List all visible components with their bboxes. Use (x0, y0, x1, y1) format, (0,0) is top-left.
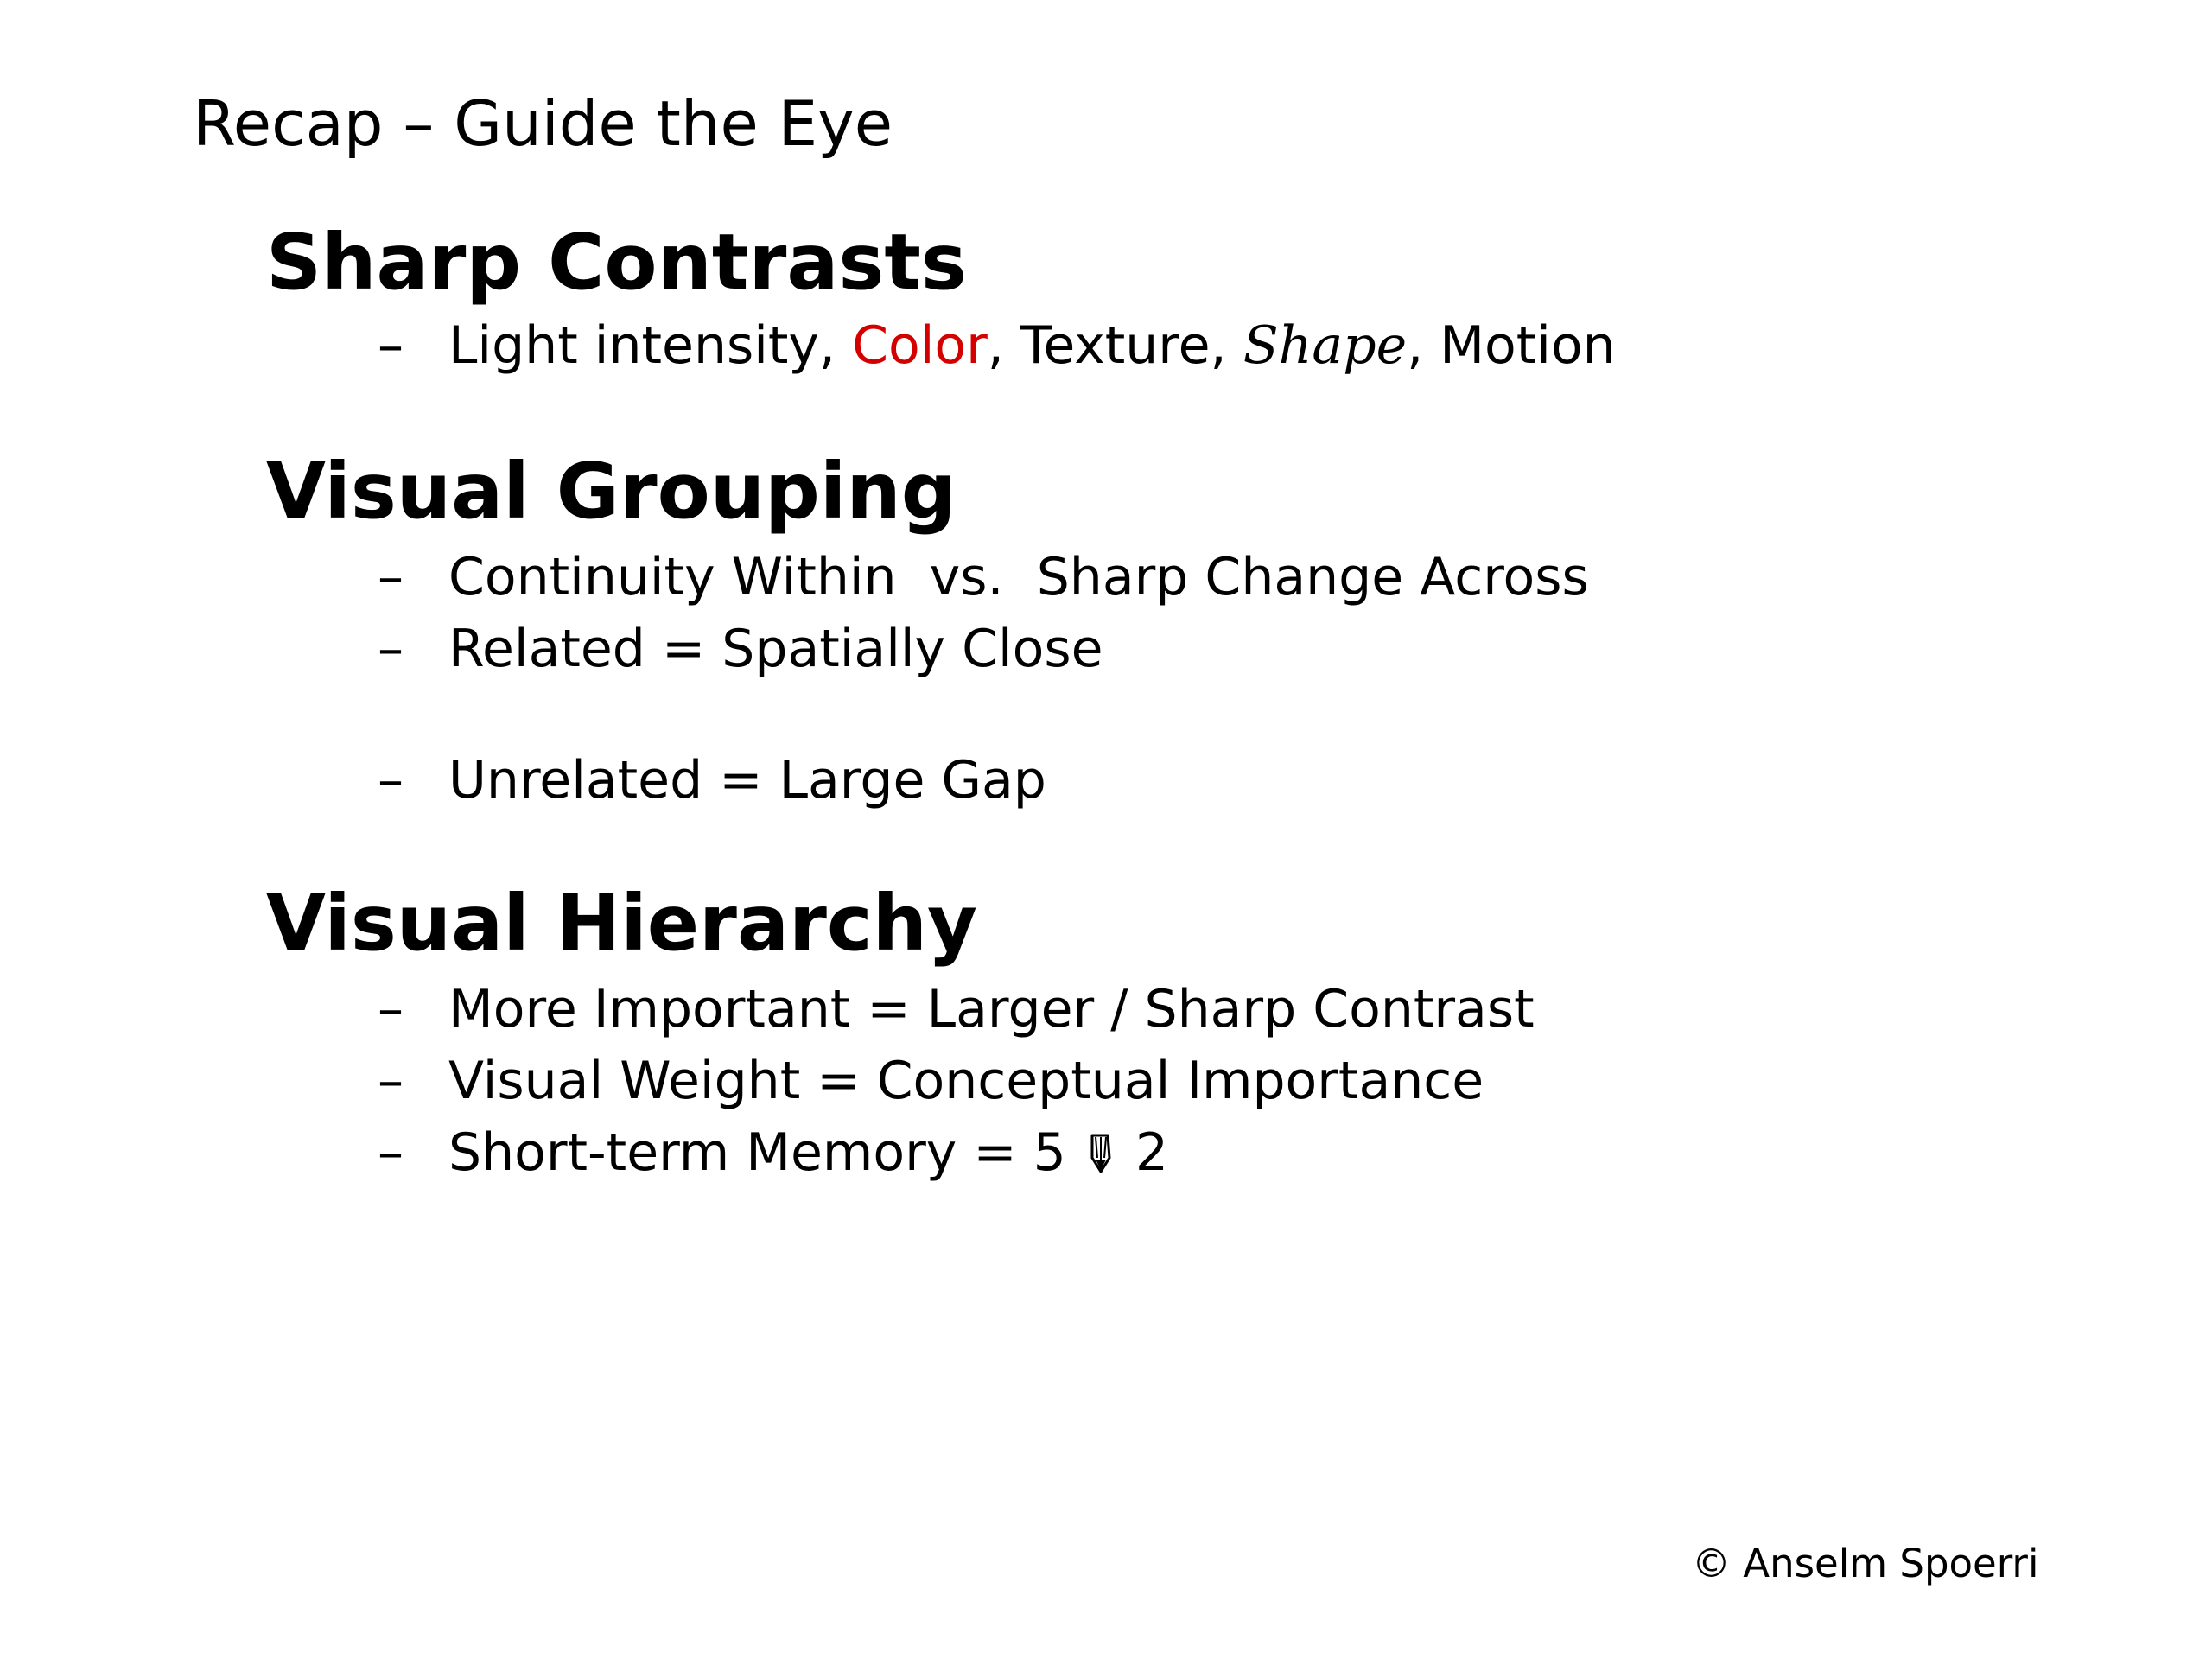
bullet-marker: – (378, 1122, 404, 1183)
bullet-text (448, 313, 1616, 378)
bullet-part-memory: Short-term Memory = 5 (448, 1122, 1066, 1183)
bullet-marker: – (378, 1051, 404, 1111)
bullet-text: Continuity Within vs. Sharp Change Across (448, 547, 1589, 607)
bullet-part-color: Color (852, 315, 988, 376)
bullet-text: Related = Spatially Close (448, 619, 1103, 679)
bullet-text (448, 1120, 1168, 1185)
heading-visual-hierarchy: Visual Hierarchy (266, 878, 978, 968)
bullet-marker: – (378, 315, 404, 376)
bullet-text: Visual Weight = Conceptual Importance (448, 1051, 1484, 1111)
bullet-marker: – (378, 619, 404, 679)
bullet-part-light: Light intensity, (448, 315, 853, 376)
bullet-marker: – (378, 547, 404, 607)
heading-visual-grouping: Visual Grouping (266, 446, 957, 536)
bullet-text: Unrelated = Large Gap (448, 750, 1046, 810)
bullet-part-memory-range: 2 (1135, 1122, 1169, 1183)
bullet-marker: – (378, 750, 404, 810)
bullet-part-texture: , Texture, (987, 315, 1243, 376)
pencil-glyph-icon (1084, 1132, 1118, 1175)
bullet-part-shape: Shape (1243, 315, 1408, 376)
heading-sharp-contrasts: Sharp Contrasts (266, 217, 967, 307)
bullet-part-motion: , Motion (1407, 315, 1616, 376)
copyright-footer: © Anselm Spoerri (1692, 1541, 2039, 1586)
slide-title: Recap – Guide the Eye (193, 87, 893, 160)
bullet-text: More Important = Larger / Sharp Contrast (448, 979, 1535, 1039)
bullet-marker: – (378, 979, 404, 1039)
